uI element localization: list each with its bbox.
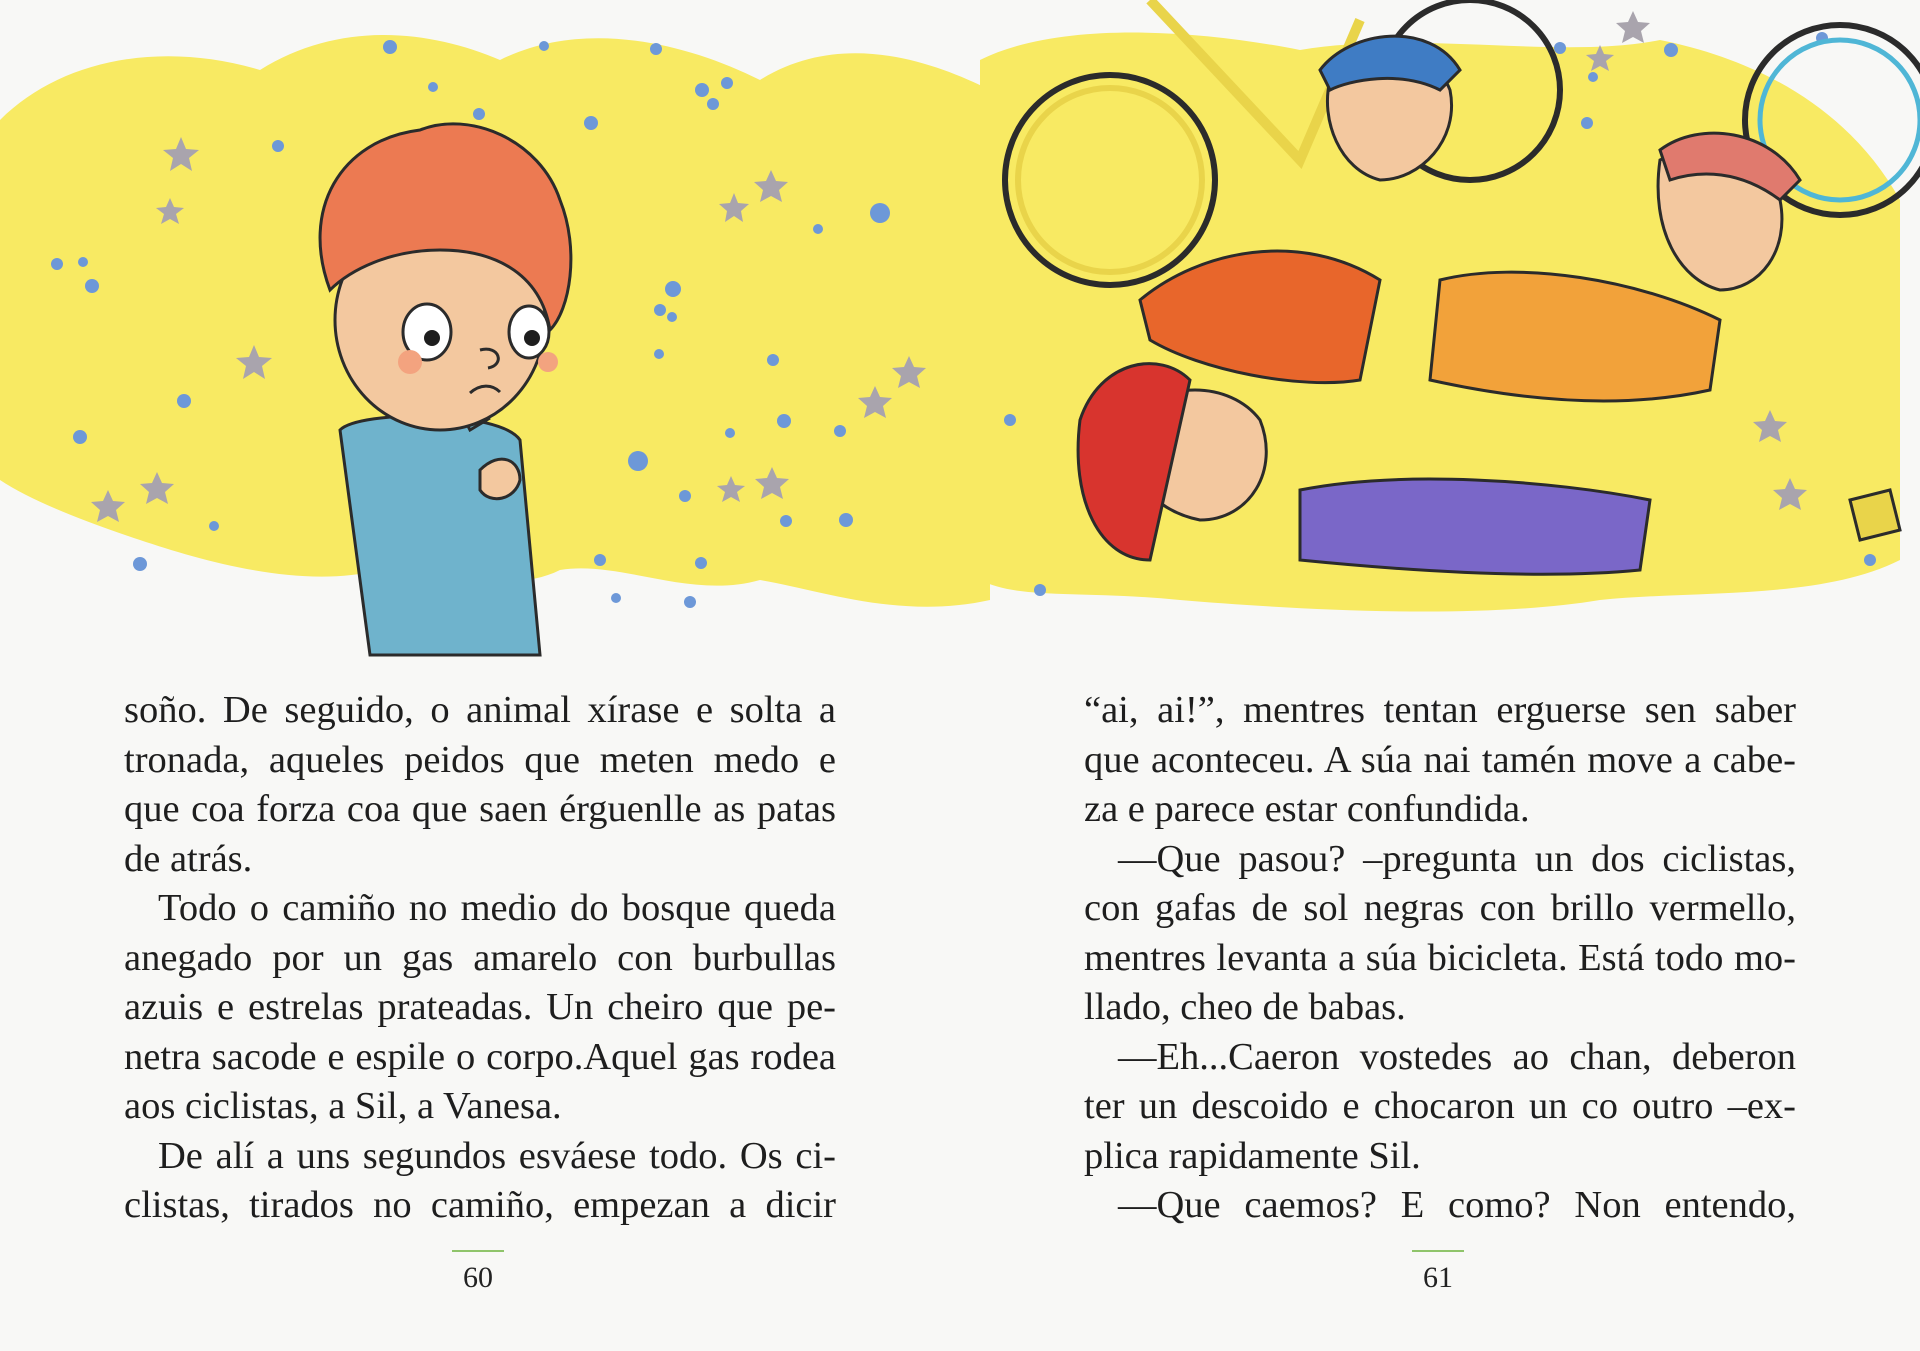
left-paragraph-1: soño. De seguido, o animal xírase e solta a tronada, aqueles peidos que meten medo e que coa forza coa que saen érguenlle as patas de atrás. (124, 689, 836, 880)
page-number-right-block (1398, 1250, 1478, 1296)
right-paragraph-4: —Que caemos? E como? Non entendo, (1118, 1184, 1796, 1226)
left-paragraph-2: Todo o camiño no medio do bosque queda anegado por un gas amarelo con burbullas azuis e estrelas prateadas. Un cheiro que penetra sacode e espile o corpo.Aquel gas rodea aos ciclistas, a Sil, a Vanesa. (124, 887, 836, 1127)
page-number-left: 60 (463, 1261, 493, 1294)
page-number-left-block (438, 1250, 518, 1296)
right-paragraph-3: —Eh...Caeron vostedes ao chan, deberon ter un descoido e chocaron un co outro –explica rapidamente Sil. (1084, 1035, 1796, 1177)
illustration-svg (0, 0, 1920, 660)
page-number-right: 61 (1423, 1261, 1453, 1294)
page-number-rule (1412, 1250, 1464, 1252)
page-number-rule (452, 1250, 504, 1252)
left-page-text (124, 686, 836, 1231)
right-paragraph-2: —Que pasou? –pregunta un dos ciclistas, con gafas de sol negras con brillo vermello, mentres levanta a súa bicicleta. Está todo mollado, cheo de babas. (1084, 837, 1796, 1028)
right-paragraph-1: “ai, ai!”, mentres tentan erguerse sen saber que aconteceu. A súa nai tamén move a cabeza e parece estar confundida. (1084, 689, 1796, 830)
left-paragraph-3: De alí a uns segundos esváese todo. Os ciclistas, tirados no camiño, empezan a dicir (124, 1134, 836, 1226)
right-page-text (1084, 686, 1796, 1231)
illustration (0, 0, 1920, 660)
